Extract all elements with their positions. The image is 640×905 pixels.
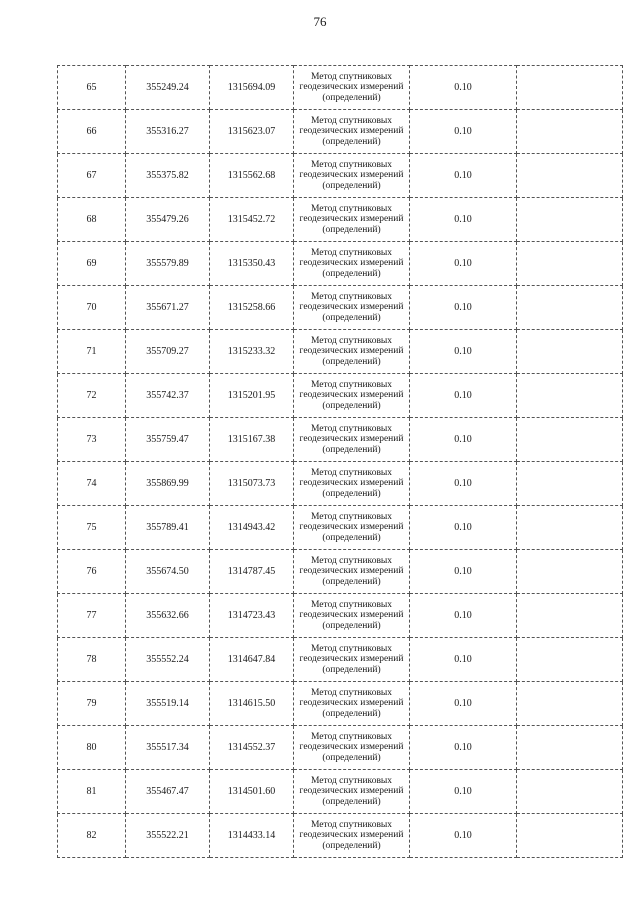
table-row — [58, 154, 623, 198]
method-cell — [294, 638, 410, 682]
x-coordinate-cell: 355671.27 — [126, 286, 210, 330]
table-row — [58, 198, 623, 242]
accuracy-cell: 0.10 — [410, 66, 517, 110]
point-number-cell: 65 — [58, 66, 126, 110]
extra-cell — [517, 66, 623, 110]
table-row — [58, 594, 623, 638]
accuracy-cell: 0.10 — [410, 154, 517, 198]
method-line: Метод спутниковых — [310, 115, 393, 126]
point-number-cell: 67 — [58, 154, 126, 198]
method-line: Метод спутниковых — [310, 555, 393, 566]
method-cell — [294, 506, 410, 550]
point-number-cell: 68 — [58, 198, 126, 242]
point-number-cell: 72 — [58, 374, 126, 418]
table-row — [58, 638, 623, 682]
table-row — [58, 462, 623, 506]
x-coordinate-cell: 355552.24 — [126, 638, 210, 682]
extra-cell — [517, 330, 623, 374]
method-cell — [294, 198, 410, 242]
coordinates-table — [57, 65, 623, 858]
extra-cell — [517, 726, 623, 770]
table-row — [58, 110, 623, 154]
method-line: геодезических измерений — [299, 698, 404, 709]
method-line: (определений) — [322, 840, 381, 851]
method-line: (определений) — [322, 796, 381, 807]
accuracy-cell: 0.10 — [410, 682, 517, 726]
point-number-cell: 81 — [58, 770, 126, 814]
method-line: (определений) — [322, 400, 381, 411]
x-coordinate-cell: 355674.50 — [126, 550, 210, 594]
y-coordinate-cell: 1314552.37 — [210, 726, 294, 770]
point-number-cell: 79 — [58, 682, 126, 726]
extra-cell — [517, 374, 623, 418]
extra-cell — [517, 242, 623, 286]
y-coordinate-cell: 1315258.66 — [210, 286, 294, 330]
table-row — [58, 506, 623, 550]
accuracy-cell: 0.10 — [410, 110, 517, 154]
extra-cell — [517, 198, 623, 242]
method-line: Метод спутниковых — [310, 335, 393, 346]
method-cell — [294, 462, 410, 506]
method-line: (определений) — [322, 356, 381, 367]
method-line: Метод спутниковых — [310, 687, 393, 698]
x-coordinate-cell: 355249.24 — [126, 66, 210, 110]
x-coordinate-cell: 355709.27 — [126, 330, 210, 374]
table-row — [58, 770, 623, 814]
method-line: Метод спутниковых — [310, 423, 393, 434]
point-number-cell: 75 — [58, 506, 126, 550]
x-coordinate-cell: 355632.66 — [126, 594, 210, 638]
extra-cell — [517, 154, 623, 198]
method-line: (определений) — [322, 664, 381, 675]
y-coordinate-cell: 1314501.60 — [210, 770, 294, 814]
x-coordinate-cell: 355517.34 — [126, 726, 210, 770]
accuracy-cell: 0.10 — [410, 462, 517, 506]
extra-cell — [517, 770, 623, 814]
y-coordinate-cell: 1314787.45 — [210, 550, 294, 594]
y-coordinate-cell: 1315350.43 — [210, 242, 294, 286]
y-coordinate-cell: 1314943.42 — [210, 506, 294, 550]
y-coordinate-cell: 1315233.32 — [210, 330, 294, 374]
method-line: (определений) — [322, 488, 381, 499]
x-coordinate-cell: 355759.47 — [126, 418, 210, 462]
accuracy-cell: 0.10 — [410, 770, 517, 814]
y-coordinate-cell: 1315562.68 — [210, 154, 294, 198]
table-row — [58, 418, 623, 462]
method-cell — [294, 286, 410, 330]
method-line: Метод спутниковых — [310, 159, 393, 170]
method-line: (определений) — [322, 532, 381, 543]
y-coordinate-cell: 1315073.73 — [210, 462, 294, 506]
coordinates-table-body — [58, 66, 623, 858]
method-cell — [294, 374, 410, 418]
method-line: Метод спутниковых — [310, 379, 393, 390]
extra-cell — [517, 594, 623, 638]
method-line: геодезических измерений — [299, 786, 404, 797]
table-row — [58, 550, 623, 594]
y-coordinate-cell: 1314723.43 — [210, 594, 294, 638]
y-coordinate-cell: 1315167.38 — [210, 418, 294, 462]
method-line: Метод спутниковых — [310, 467, 393, 478]
accuracy-cell: 0.10 — [410, 286, 517, 330]
extra-cell — [517, 506, 623, 550]
accuracy-cell: 0.10 — [410, 594, 517, 638]
method-cell — [294, 66, 410, 110]
method-cell — [294, 770, 410, 814]
method-line: (определений) — [322, 752, 381, 763]
method-cell — [294, 814, 410, 858]
point-number-cell: 80 — [58, 726, 126, 770]
method-cell — [294, 154, 410, 198]
extra-cell — [517, 682, 623, 726]
point-number-cell: 76 — [58, 550, 126, 594]
method-line: геодезических измерений — [299, 126, 404, 137]
method-cell — [294, 550, 410, 594]
method-line: Метод спутниковых — [310, 203, 393, 214]
method-line: геодезических измерений — [299, 478, 404, 489]
point-number-cell: 74 — [58, 462, 126, 506]
point-number-cell: 71 — [58, 330, 126, 374]
accuracy-cell: 0.10 — [410, 814, 517, 858]
method-line: геодезических измерений — [299, 654, 404, 665]
page-number: 76 — [313, 14, 327, 29]
method-line: Метод спутниковых — [310, 599, 393, 610]
method-line: геодезических измерений — [299, 830, 404, 841]
y-coordinate-cell: 1315623.07 — [210, 110, 294, 154]
accuracy-cell: 0.10 — [410, 330, 517, 374]
x-coordinate-cell: 355479.26 — [126, 198, 210, 242]
method-line: Метод спутниковых — [310, 775, 393, 786]
x-coordinate-cell: 355789.41 — [126, 506, 210, 550]
y-coordinate-cell: 1315452.72 — [210, 198, 294, 242]
point-number-cell: 82 — [58, 814, 126, 858]
extra-cell — [517, 286, 623, 330]
method-line: геодезических измерений — [299, 82, 404, 93]
x-coordinate-cell: 355869.99 — [126, 462, 210, 506]
accuracy-cell: 0.10 — [410, 198, 517, 242]
method-line: Метод спутниковых — [310, 291, 393, 302]
point-number-cell: 73 — [58, 418, 126, 462]
table-row — [58, 286, 623, 330]
x-coordinate-cell: 355579.89 — [126, 242, 210, 286]
method-cell — [294, 242, 410, 286]
method-cell — [294, 594, 410, 638]
x-coordinate-cell: 355375.82 — [126, 154, 210, 198]
extra-cell — [517, 462, 623, 506]
point-number-cell: 78 — [58, 638, 126, 682]
method-line: (определений) — [322, 268, 381, 279]
method-line: геодезических измерений — [299, 390, 404, 401]
point-number-cell: 70 — [58, 286, 126, 330]
method-line: (определений) — [322, 444, 381, 455]
y-coordinate-cell: 1314615.50 — [210, 682, 294, 726]
y-coordinate-cell: 1314433.14 — [210, 814, 294, 858]
extra-cell — [517, 814, 623, 858]
method-line: Метод спутниковых — [310, 71, 393, 82]
method-line: (определений) — [322, 708, 381, 719]
point-number-cell: 66 — [58, 110, 126, 154]
table-row — [58, 682, 623, 726]
method-line: геодезических измерений — [299, 302, 404, 313]
table-row — [58, 242, 623, 286]
method-cell — [294, 330, 410, 374]
table-row — [58, 66, 623, 110]
accuracy-cell: 0.10 — [410, 550, 517, 594]
x-coordinate-cell: 355316.27 — [126, 110, 210, 154]
x-coordinate-cell: 355522.21 — [126, 814, 210, 858]
method-line: (определений) — [322, 312, 381, 323]
extra-cell — [517, 638, 623, 682]
x-coordinate-cell: 355467.47 — [126, 770, 210, 814]
method-line: (определений) — [322, 136, 381, 147]
x-coordinate-cell: 355519.14 — [126, 682, 210, 726]
method-line: геодезических измерений — [299, 742, 404, 753]
method-cell — [294, 726, 410, 770]
method-line: Метод спутниковых — [310, 731, 393, 742]
method-line: геодезических измерений — [299, 170, 404, 181]
method-cell — [294, 418, 410, 462]
method-line: геодезических измерений — [299, 346, 404, 357]
table-row — [58, 374, 623, 418]
accuracy-cell: 0.10 — [410, 418, 517, 462]
method-line: (определений) — [322, 576, 381, 587]
extra-cell — [517, 110, 623, 154]
method-cell — [294, 682, 410, 726]
method-line: (определений) — [322, 224, 381, 235]
method-line: Метод спутниковых — [310, 819, 393, 830]
method-line: геодезических измерений — [299, 434, 404, 445]
method-line: геодезических измерений — [299, 258, 404, 269]
extra-cell — [517, 418, 623, 462]
y-coordinate-cell: 1315201.95 — [210, 374, 294, 418]
method-cell — [294, 110, 410, 154]
accuracy-cell: 0.10 — [410, 726, 517, 770]
method-line: (определений) — [322, 620, 381, 631]
table-row — [58, 814, 623, 858]
y-coordinate-cell: 1315694.09 — [210, 66, 294, 110]
method-line: (определений) — [322, 180, 381, 191]
accuracy-cell: 0.10 — [410, 374, 517, 418]
method-line: Метод спутниковых — [310, 643, 393, 654]
method-line: геодезических измерений — [299, 566, 404, 577]
method-line: геодезических измерений — [299, 214, 404, 225]
method-line: геодезических измерений — [299, 522, 404, 533]
x-coordinate-cell: 355742.37 — [126, 374, 210, 418]
accuracy-cell: 0.10 — [410, 638, 517, 682]
method-line: геодезических измерений — [299, 610, 404, 621]
y-coordinate-cell: 1314647.84 — [210, 638, 294, 682]
method-line: Метод спутниковых — [310, 511, 393, 522]
table-row — [58, 330, 623, 374]
accuracy-cell: 0.10 — [410, 506, 517, 550]
point-number-cell: 77 — [58, 594, 126, 638]
accuracy-cell: 0.10 — [410, 242, 517, 286]
table-row — [58, 726, 623, 770]
point-number-cell: 69 — [58, 242, 126, 286]
extra-cell — [517, 550, 623, 594]
method-line: Метод спутниковых — [310, 247, 393, 258]
method-line: (определений) — [322, 92, 381, 103]
